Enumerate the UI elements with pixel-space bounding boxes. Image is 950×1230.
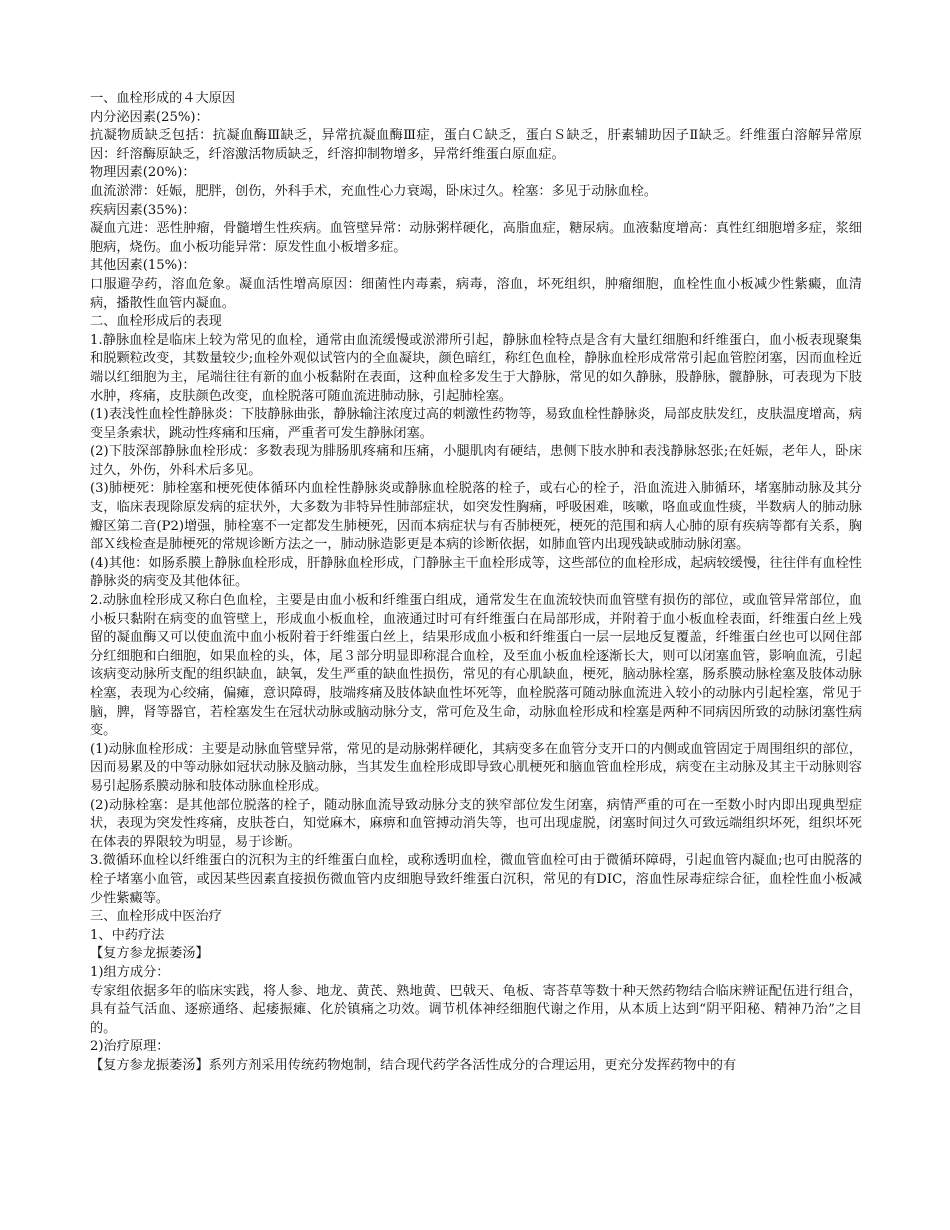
subheading-composition: 1)组方成分： xyxy=(90,964,170,980)
paragraph-deep-vein: (2)下肢深部静脉血栓形成：多数表现为腓肠肌疼痛和压痛，小腿肌肉有硬结，患侧下肢水肿和表浅静脉怒张;在妊娠，老年人，卧床过久，外伤，外科术后多见。 xyxy=(90,444,862,478)
paragraph-other-venous: (4)其他：如肠系膜上静脉血栓形成，肝静脉血栓形成，门静脉主干血栓形成等，这些部位的血栓形成，起病较缓慢，往往伴有血栓性静脉炎的病变及其他体征。 xyxy=(90,555,862,590)
subheading-herbal: 1、中药疗法 xyxy=(90,927,165,943)
paragraph-composition: 专家组依据多年的临床实践，将人参、地龙、黄芪、熟地黄、巴戟天、龟板、寄荅草等数十种天然药物结合临床辨证配伍进行组合，具有益气活血、逐瘀通络、起痿振瘫、化於镇痛之功效。调节机体神经细胞代谢之作用，从本质上达到“阴平阳秘、精神乃治”之目的。 xyxy=(90,983,862,1036)
prescription-name: 【复方参龙振萎汤】 xyxy=(90,946,209,962)
paragraph-pulmonary-infarction: (3)肺梗死：肺栓塞和梗死使体循环内血栓性静脉炎或静脉血栓脱落的栓子，或右心的栓子，沿血流进入肺循环，堵塞肺动脉及其分支，临床表现除原发病的症状外，大多数为非特异性肺部症状，如突发性胸痛，呼吸困难，咳嗽，咯血或血性痰，半数病人的肺动脉瓣区第二音(P2)增强，肺栓塞不一定都发生肺梗死，因而本病症状与有否肺梗死，梗死的范围和病人心肺的原有疾病等都有关系，胸部Ｘ线检查是肺梗死的常规诊断方法之一，肺动脉造影更是本病的诊断依据，如肺血管内出现残缺或肺动脉闭塞。 xyxy=(90,481,862,553)
section-heading-tcm: 三、血栓形成中医治疗 xyxy=(90,909,222,925)
paragraph-arterial-formation: (1)动脉血栓形成：主要是动脉血管壁异常，常见的是动脉粥样硬化，其病变多在血管分支开口的内侧或血管固定于周围组织的部位，因而易累及的中等动脉如冠状动脉及脑动脉，当其发生血栓形成即导致心肌梗死和脑血管血栓形成，病变在主动脉及其主干动脉则容易引起肠系膜动脉和肢体动脉血栓形成。 xyxy=(90,741,862,794)
subheading-endocrine: 内分泌因素(25%)： xyxy=(90,109,209,125)
subheading-physical: 物理因素(20%)： xyxy=(90,165,196,181)
section-heading-causes: 一、血栓形成的４大原因 xyxy=(90,91,236,106)
document-body xyxy=(90,90,862,1075)
paragraph-superficial-phlebitis: (1)表浅性血栓性静脉炎：下肢静脉曲张，静脉输注浓度过高的刺激性药物等，易致血栓性静脉炎，局部皮肤发红，皮肤温度增高，病变呈条索状，跳动性疼痛和压痛，严重者可发生静脉闭塞。 xyxy=(90,407,862,441)
paragraph-arterial-embolism: (2)动脉栓塞：是其他部位脱落的栓子，随动脉血流导致动脉分支的狭窄部位发生闭塞，病情严重的可在一至数小时内即出现典型症状，表现为突发性疼痛，皮肤苍白，知觉麻木，麻痹和血管搏动消失等，也可出现虚脱，闭塞时间过久可致远端组织坏死，组织坏死在体表的界限较为明显，易于诊断。 xyxy=(90,797,862,850)
paragraph-disease: 凝血亢进：恶性肿瘤，骨髓增生性疾病。血管壁异常：动脉粥样硬化，高脂血症，糖尿病。血液黏度增高：真性红细胞增多症，浆细胞病，烧伤。血小板功能异常：原发性血小板增多症。 xyxy=(90,221,862,255)
paragraph-microcirculation: 3.微循环血栓以纤维蛋白的沉积为主的纤维蛋白血栓，或称透明血栓，微血管血栓可由于微循环障碍，引起血管内凝血;也可由脱落的栓子堵塞小血管，或因某些因素直接损伤微血管内皮细胞导致纤维蛋白沉积，常见的有DIC，溶血性尿毒症综合征，血栓性血小板减少性紫癜等。 xyxy=(90,853,862,906)
paragraph-principle: 【复方参龙振萎汤】系列方剂采用传统药物炮制，结合现代药学各活性成分的合理运用，更充分发挥药物中的有 xyxy=(90,1057,737,1073)
paragraph-other: 口服避孕药，溶血危象。凝血活性增高原因：细菌性内毒素，病毒，溶血，坏死组织，肿瘤细胞，血栓性血小板减少性紫癜，血清病，播散性血管内凝血。 xyxy=(90,276,862,311)
subheading-other: 其他因素(15%)： xyxy=(90,258,196,274)
paragraph-endocrine: 抗凝物质缺乏包括：抗凝血酶Ⅲ缺乏，异常抗凝血酶Ⅲ症，蛋白Ｃ缺乏，蛋白Ｓ缺乏，肝素辅助因子Ⅱ缺乏。纤维蛋白溶解异常原因：纤溶酶原缺乏，纤溶激活物质缺乏，纤溶抑制物增多，异常纤维蛋白原血症。 xyxy=(90,128,862,162)
subheading-disease: 疾病因素(35%)： xyxy=(90,202,196,218)
paragraph-venous-thrombus: 1.静脉血栓是临床上较为常见的血栓，通常由血流缓慢或淤滞所引起，静脉血栓特点是含有大量红细胞和纤维蛋白，血小板表现聚集和脱颗粒改变，其数量较少;血栓外观似试管内的全血凝块，颜色暗红，称红色血栓，静脉血栓形成常常引起血管腔闭塞，因而血栓近端以红细胞为主，尾端往往有新的血小板黏附在表面，这种血栓多发生于大静脉，常见的如久静脉，股静脉，髋静脉，可表现为下肢水肿，疼痛，皮肤颜色改变，血栓脱落可随血流进肺动脉，引起肺栓塞。 xyxy=(90,332,862,404)
paragraph-arterial-thrombus: 2.动脉血栓形成又称白色血栓，主要是由血小板和纤维蛋白组成，通常发生在血流较快而血管壁有损伤的部位，或血管异常部位，血小板只黏附在病变的血管壁上，形成血小板血栓，血液通过时可有纤维蛋白在局部形成，并附着于血小板血栓表面，纤维蛋白丝上残留的凝血酶又可以使血流中血小板附着于纤维蛋白丝上，结果形成血小板和纤维蛋白一层一层地反复覆盖，纤维蛋白丝也可以网住部分红细胞和白细胞，如果血栓的头，体，尾３部分明显即称混合血栓，及至血小板血栓逐渐长大，则可以闭塞血管，影响血流，引起该病变动脉所支配的组织缺血，缺氧，发生严重的缺血性损伤，常见的有心肌缺血，梗死，脑动脉栓塞，肠系膜动脉栓塞及肢体动脉栓塞，表现为心绞痛，偏瘫，意识障碍，肢端疼痛及肢体缺血性坏死等，血栓脱落可随动脉血流进入较小的动脉内引起栓塞，常见于脑，脾，肾等器官，若栓塞发生在冠状动脉或脑动脉分支，常可危及生命，动脉血栓形成和栓塞是两种不同病因所致的动脉闭塞性病变。 xyxy=(90,593,862,739)
subheading-principle: 2)治疗原理： xyxy=(90,1039,170,1055)
paragraph-physical: 血流淤滞：妊娠，肥胖，创伤，外科手术，充血性心力衰竭，卧床过久。栓塞：多见于动脉血栓。 xyxy=(90,183,658,199)
section-heading-manifestations: 二、血栓形成后的表现 xyxy=(90,314,222,330)
